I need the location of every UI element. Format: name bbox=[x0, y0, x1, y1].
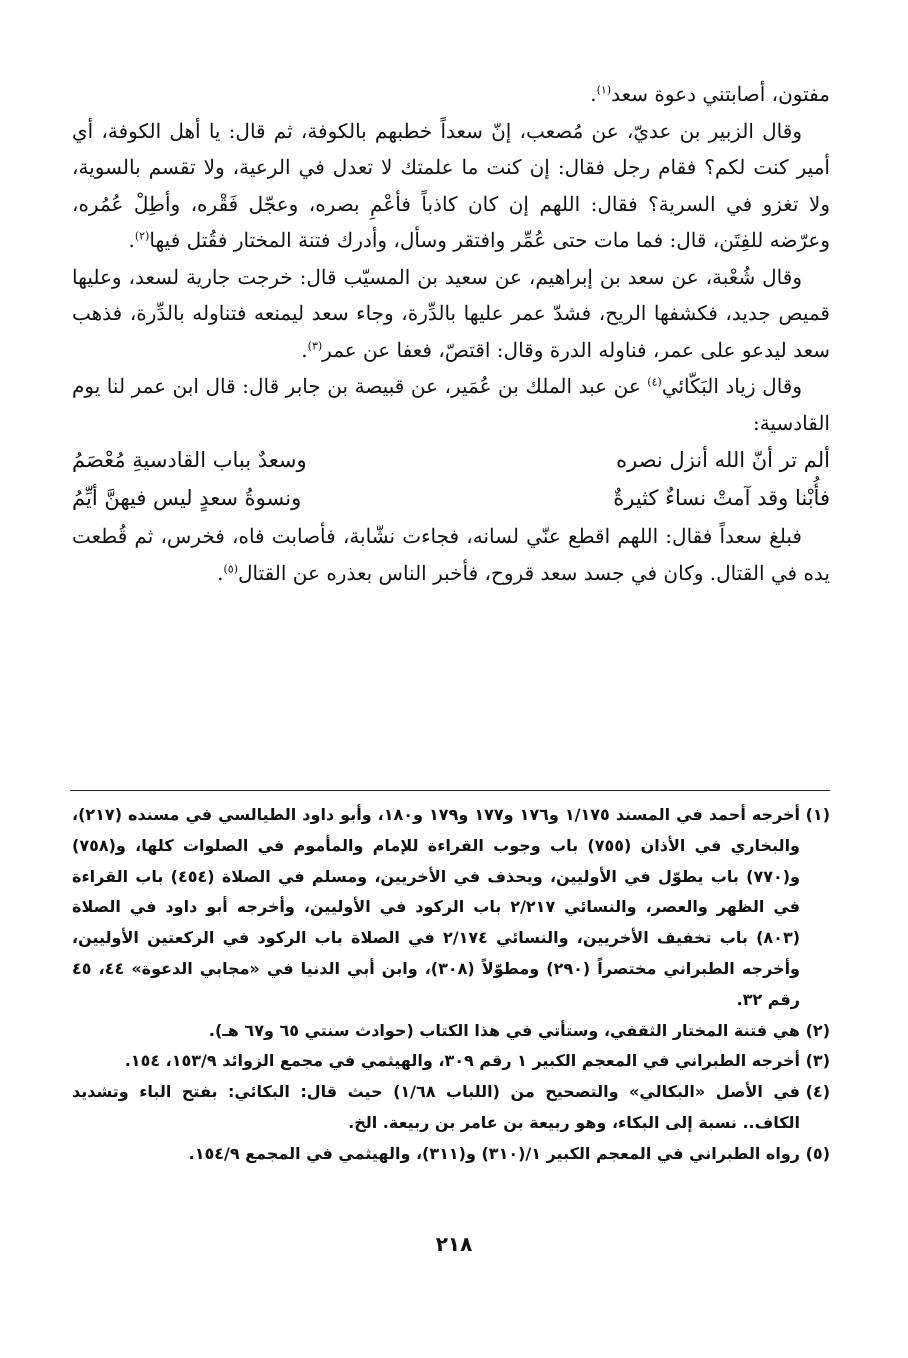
poem-verse bbox=[72, 441, 830, 479]
paragraph: وقال زياد البَكّائي$^{(٤)}$ عن عبد الملك بن عُمَير، عن قبيصة بن جابر قال: قال ابن عمر لنا يوم القادسية: bbox=[72, 374, 830, 435]
verse-second-hemistich: وسعدٌ بباب القادسيةِ مُعْصَمُ bbox=[72, 448, 307, 472]
page-number: ٢١٨ bbox=[435, 1232, 473, 1256]
poem-verse bbox=[72, 479, 830, 517]
footnote bbox=[72, 1046, 830, 1077]
footnote-divider bbox=[70, 790, 830, 791]
paragraph: وقال شُعْبة، عن سعد بن إبراهيم، عن سعيد بن المسيّب قال: خرجت جارية لسعد، وعليها قميص جديد، فكشفها الريح، فشدّ عمر عليها بالدِّرة، وجاء سعد ليمنعه فتناوله بالدِّرة، فذهب سعد ليدعو على عمر، فناوله الدرة وقال: اقتصّ، فعفا عن عمر$^{(٣)}$. bbox=[72, 264, 830, 362]
paragraph: مفتون، أصابتني دعوة سعد$^{(١)}$. bbox=[590, 82, 830, 106]
footnote bbox=[72, 1016, 830, 1047]
footnote bbox=[72, 800, 830, 1016]
footnote-marker: (٢) bbox=[134, 229, 150, 243]
footnotes bbox=[72, 800, 830, 1170]
footnote bbox=[72, 1139, 830, 1170]
footnote-marker: (٣) bbox=[307, 338, 323, 352]
verse-first-hemistich: فأُبْنا وقد آمتْ نساءٌ كثيرةٌ bbox=[613, 486, 830, 510]
footnote-number: (٥) bbox=[805, 1143, 830, 1163]
footnote-text: هي فتنة المختار الثقفي، وستأتي في هذا الكتاب (حوادث سنتي ٦٥ و٦٧ هـ). bbox=[208, 1020, 800, 1040]
footnote bbox=[72, 1077, 830, 1139]
footnote-number: (٢) bbox=[805, 1020, 830, 1040]
footnote-text: أخرجه الطبراني في المعجم الكبير ١ رقم ٣٠٩، والهيثمي في مجمع الزوائد ١٥٣/٩، ١٥٤. bbox=[124, 1051, 800, 1071]
footnote-text: في الأصل «البكالي» والتصحيح من (اللباب ١/٦٨) حيث قال: البكائي: بفتح الباء وتشديد الكاف.. نسبة إلى البكاء، وهو ربيعة بن عامر بن ربيعة. الخ. bbox=[72, 1082, 801, 1132]
footnote-number: (٤) bbox=[805, 1082, 830, 1102]
footnote-text: رواه الطبراني في المعجم الكبير ١/(٣١٠) و(٣١١)، والهيثمي في المجمع ١٥٤/٩. bbox=[188, 1143, 800, 1163]
footnote-marker: (١) bbox=[596, 83, 612, 97]
paragraph: فبلغ سعداً فقال: اللهم اقطع عنّي لسانه، فجاءت نشّابة، فأصابت فاه، فخرس، ثم قُطعت يده في القتال. وكان في جسد سعد قروح، فأخبر الناس بعذره عن القتال$^{(٥)}$. bbox=[72, 524, 830, 585]
paragraph: وقال الزبير بن عديّ، عن مُصعب، إنّ سعداً خطبهم بالكوفة، ثم قال: يا أهل الكوفة، أي أمير كنت لكم؟ فقام رجل فقال: إن كنت ما علمتك لا تعدل في الرعية، ولا تقسم بالسوية، ولا تغزو في السرية؟ فقال: اللهم إن كان كاذباً فأعْمِ بصره، وعجّل فَقْره، وأطِلْ عُمُره، وعرّضه للفِتَن، قال: فما مات حتى عُمِّر وافتقر وسأل، وأدرك فتنة المختار فقُتل فيها$^{(٢)}$. bbox=[72, 118, 830, 252]
verse-second-hemistich: ونسوةُ سعدٍ ليس فيهنَّ أيِّمُ bbox=[72, 486, 302, 510]
footnote-marker: (٤) bbox=[647, 375, 662, 389]
footnote-number: (٣) bbox=[805, 1051, 830, 1071]
main-text bbox=[72, 76, 830, 591]
footnote-text: أخرجه أحمد في المسند ١/١٧٥ و١٧٦ و١٧٧ و١٧٩ و١٨٠، وأبو داود الطيالسي في مسنده (٢١٧)، والبخاري في الأذان (٧٥٥) باب وجوب القراءة للإمام والمأموم في الصلوات كلها، و(٧٥٨) و(٧٧٠) باب يطوّل في الأوليين، ويحذف في الأخريين، ومسلم في الصلاة (٤٥٤) باب القراءة في الظهر والعصر، والنسائي ٢/٢١٧ باب الركود في الأوليين، وأخرجه أبو داود في الصلاة (٨٠٣) باب تخفيف الأخريين، والنسائي ٢/١٧٤ في الصلاة باب الركود في الركعتين الأوليين، وأخرجه الطبراني مختصراً (٢٩٠) ومطوّلاً (٣٠٨)، وابن أبي الدنيا في «مجابي الدعوة» ٤٤، ٤٥ رقم ٣٢. bbox=[72, 805, 801, 1009]
verse-first-hemistich: ألم تر أنّ الله أنزل نصره bbox=[616, 448, 830, 472]
footnote-number: (١) bbox=[805, 805, 830, 824]
footnote-marker: (٥) bbox=[223, 561, 239, 575]
